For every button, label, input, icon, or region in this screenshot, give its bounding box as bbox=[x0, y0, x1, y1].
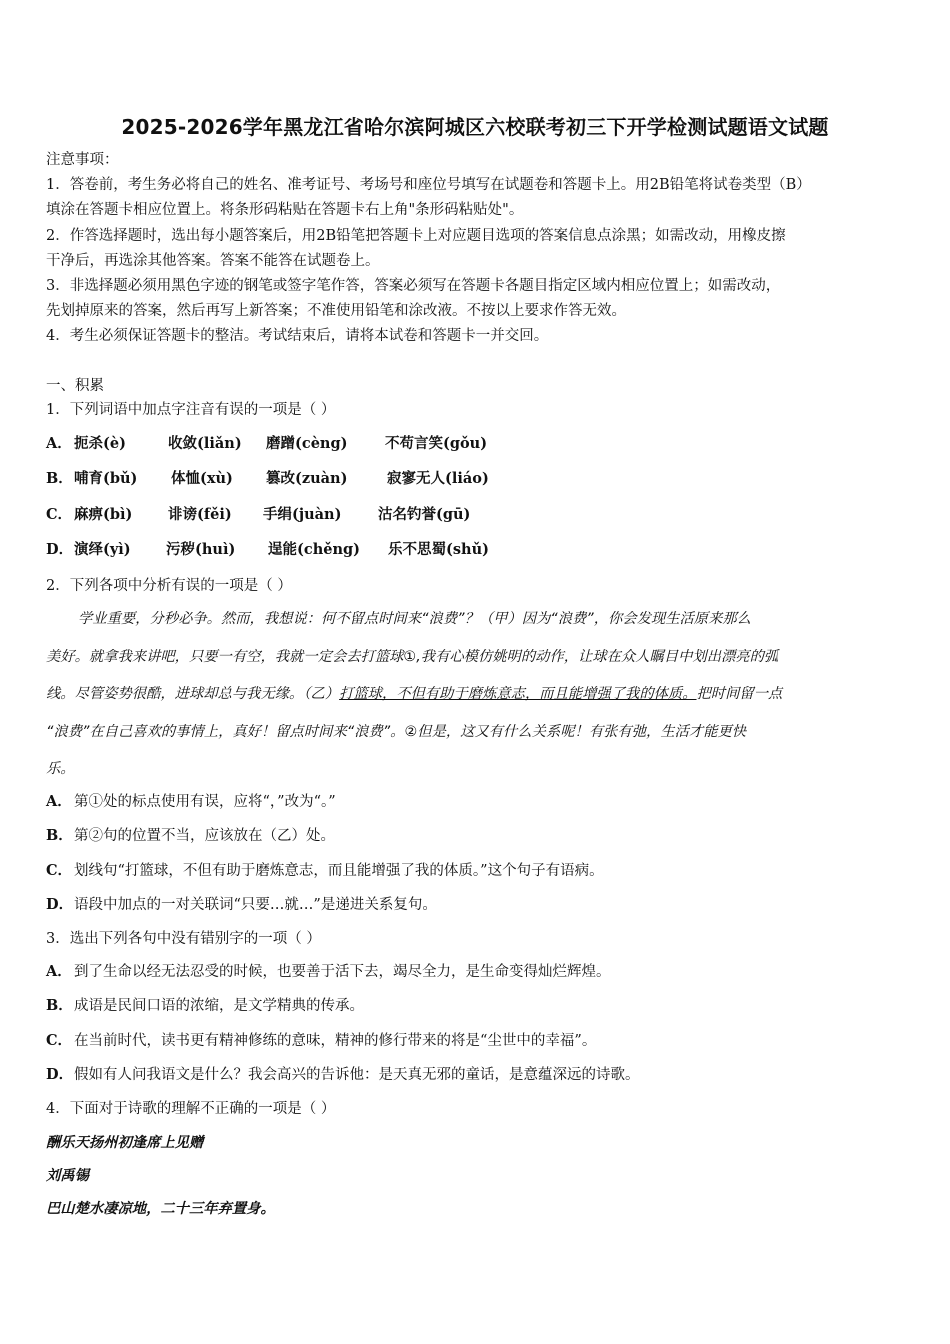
option-word: 篡改(zuàn) bbox=[266, 470, 348, 487]
notice-line: 2．作答选择题时，选出每小题答案后，用2B铅笔把答题卡上对应题目选项的答案信息点涂黑；如需改动，用橡皮擦 bbox=[46, 228, 786, 244]
option-text: 第②句的位置不当，应该放在（乙）处。 bbox=[74, 828, 335, 844]
option-word: 寂寥无人(liáo) bbox=[387, 470, 489, 487]
option-word: 麻痹(bì) bbox=[74, 506, 133, 523]
notice-line: 4．考生必须保证答题卡的整洁。考试结束后，请将本试卷和答题卡一并交回。 bbox=[46, 328, 549, 344]
notice-line: 3．非选择题必须用黑色字迹的钢笔或签字笔作答，答案必须写在答题卡各题目指定区域内相应位置上；如需改动， bbox=[46, 278, 781, 294]
section-heading: 一、积累 bbox=[46, 378, 104, 394]
option-label: D． bbox=[46, 541, 74, 558]
option-text: 第①处的标点使用有误，应将“，”改为“。” bbox=[74, 794, 336, 810]
option-label: B． bbox=[46, 827, 73, 844]
option-text: 划线句“打篮球，不但有助于磨炼意志，而且能增强了我的体质。”这个句子有语病。 bbox=[74, 863, 604, 879]
option-label: D． bbox=[46, 896, 74, 913]
notice-line: 干净后，再选涂其他答案。答案不能答在试题卷上。 bbox=[46, 253, 380, 269]
option-text: 假如有人问我语文是什么？我会高兴的告诉他：是天真无邪的童话，是意蕴深远的诗歌。 bbox=[74, 1067, 640, 1083]
notice-heading: 注意事项： bbox=[46, 152, 119, 168]
option-word: 沽名钓誉(gū) bbox=[378, 506, 471, 523]
poem-author: 刘禹锡 bbox=[46, 1168, 89, 1184]
poem-line: 巴山楚水凄凉地，二十三年弃置身。 bbox=[46, 1201, 275, 1217]
option-text: 成语是民间口语的浓缩，是文学精典的传承。 bbox=[74, 998, 364, 1014]
option-label: B． bbox=[46, 470, 73, 487]
passage-text: 线。尽管姿势很酷，进球却总与我无缘。（乙） bbox=[46, 686, 340, 702]
option-word: 磨蹭(cèng) bbox=[266, 435, 348, 452]
option-word: 污秽(huì) bbox=[166, 541, 236, 558]
option-label: D． bbox=[46, 1066, 74, 1083]
option-label: C． bbox=[46, 506, 73, 523]
notice-line: 1．答卷前，考生务必将自己的姓名、准考证号、考场号和座位号填写在试题卷和答题卡上。用2B铅笔将试卷类型（B） bbox=[46, 177, 811, 193]
option-word: 乐不思蜀(shǔ) bbox=[388, 541, 489, 558]
notice-line: 先划掉原来的答案，然后再写上新答案；不准使用铅笔和涂改液。不按以上要求作答无效。 bbox=[46, 303, 626, 319]
option-label: A． bbox=[46, 793, 72, 810]
notice-line: 填涂在答题卡相应位置上。将条形码粘贴在答题卡右上角"条形码粘贴处"。 bbox=[46, 202, 524, 218]
option-word: 不苟言笑(gǒu) bbox=[385, 435, 488, 452]
option-label: B． bbox=[46, 997, 73, 1014]
question-4-stem: 4．下面对于诗歌的理解不正确的一项是（ ） bbox=[46, 1101, 336, 1117]
option-text: 在当前时代，读书更有精神修练的意味，精神的修行带来的将是“尘世中的幸福”。 bbox=[74, 1033, 597, 1049]
option-label: C． bbox=[46, 1032, 73, 1049]
option-word: 手绢(juàn) bbox=[263, 506, 342, 523]
poem-title: 酬乐天扬州初逢席上见赠 bbox=[46, 1135, 204, 1151]
passage-line: 美好。就拿我来讲吧，只要一有空，我就一定会去打篮球①,我有心模仿姚明的动作，让球在众人瞩目中划出漂亮的弧 bbox=[46, 649, 779, 665]
option-word: 诽谤(fěi) bbox=[168, 506, 232, 523]
option-word: 体恤(xù) bbox=[171, 470, 233, 487]
option-label: A． bbox=[46, 963, 72, 980]
question-3-stem: 3．选出下列各句中没有错别字的一项（ ） bbox=[46, 931, 321, 947]
passage-text: 把时间留一点 bbox=[696, 686, 783, 702]
option-text: 到了生命以经无法忍受的时候，也要善于活下去，竭尽全力，是生命变得灿烂辉煌。 bbox=[74, 964, 611, 980]
exam-title: 2025-2026学年黑龙江省哈尔滨阿城区六校联考初三下开学检测试题语文试题 bbox=[121, 115, 829, 139]
passage-line: 乐。 bbox=[46, 761, 75, 777]
option-label: C． bbox=[46, 862, 73, 879]
question-1-stem: 1．下列词语中加点字注音有误的一项是（ ） bbox=[46, 402, 336, 418]
passage-line bbox=[46, 684, 906, 704]
passage-line: “浪费”在自己喜欢的事情上，真好！留点时间来“浪费”。②但是，这又有什么关系呢！有张有弛，生活才能更快 bbox=[46, 724, 747, 740]
option-word: 扼杀(è) bbox=[74, 435, 126, 452]
option-word: 演绎(yì) bbox=[74, 541, 131, 558]
question-2-stem: 2．下列各项中分析有误的一项是（ ） bbox=[46, 578, 292, 594]
passage-line: 学业重要，分秒必争。然而，我想说：何不留点时间来“浪费”？（甲）因为“浪费”，你会发现生活原来那么 bbox=[78, 611, 751, 627]
option-word: 收敛(liǎn) bbox=[168, 435, 242, 452]
option-word: 哺育(bǔ) bbox=[74, 470, 138, 487]
option-label: A． bbox=[46, 435, 72, 452]
underlined-sentence: 打篮球，不但有助于磨炼意志，而且能增强了我的体质。 bbox=[339, 686, 697, 702]
option-word: 逞能(chěng) bbox=[268, 541, 360, 558]
option-text: 语段中加点的一对关联词“只要…就…”是递进关系复句。 bbox=[74, 897, 437, 913]
